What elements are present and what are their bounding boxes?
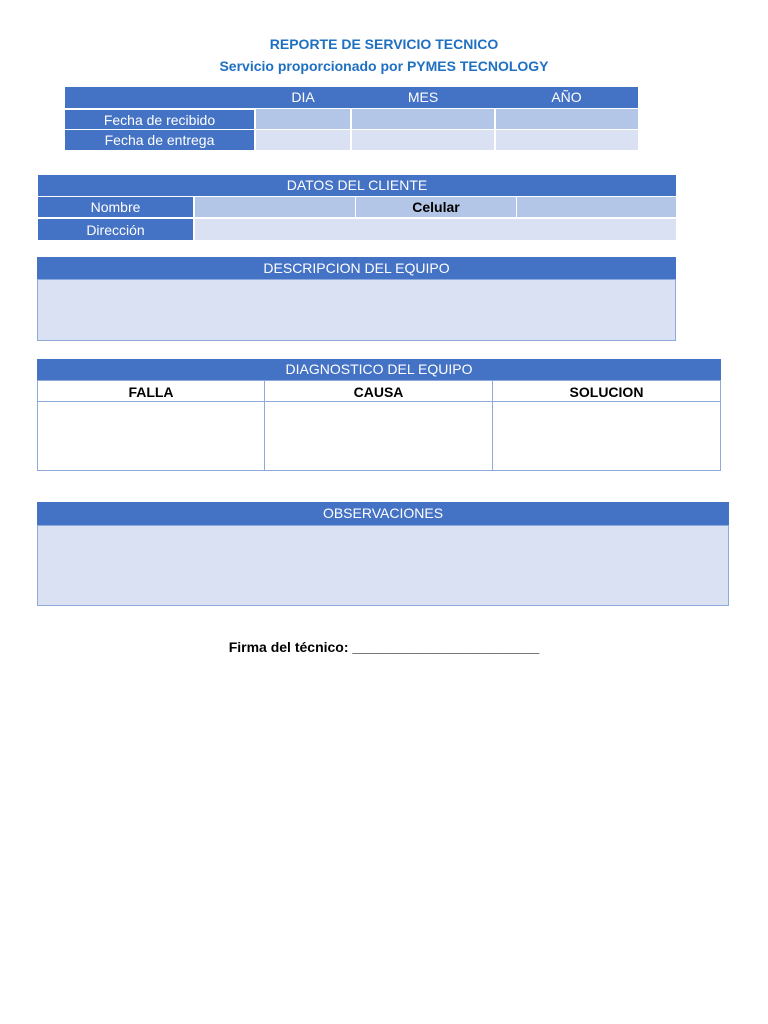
technician-signature: Firma del técnico: ________________________ [228, 639, 540, 655]
client-address-label: Dirección [38, 218, 193, 240]
report-subtitle: Servicio proporcionado por PYMES TECNOLOGY [219, 58, 549, 74]
diagnosis-causa-field[interactable] [265, 401, 493, 471]
dates-col-ano: AÑO [551, 89, 582, 105]
received-month-field[interactable] [352, 109, 494, 129]
dates-col-dia: DIA [291, 89, 315, 105]
client-phone-label: Celular [356, 197, 516, 217]
dates-col-mes: MES [407, 89, 439, 105]
observations-field[interactable] [37, 525, 729, 606]
client-section-title: DATOS DEL CLIENTE [38, 175, 676, 196]
client-name-field[interactable] [195, 197, 355, 217]
delivery-month-field[interactable] [352, 130, 494, 150]
delivery-date-label: Fecha de entrega [65, 129, 254, 150]
diagnosis-falla-field[interactable] [37, 401, 265, 471]
diagnosis-section-title: DIAGNOSTICO DEL EQUIPO [37, 359, 721, 380]
diagnosis-solucion-field[interactable] [493, 401, 721, 471]
client-name-label: Nombre [38, 196, 193, 217]
equipment-section-title: DESCRIPCION DEL EQUIPO [37, 257, 676, 279]
received-year-field[interactable] [496, 109, 638, 129]
client-address-field[interactable] [195, 219, 676, 240]
client-phone-field[interactable] [517, 197, 676, 217]
delivery-year-field[interactable] [496, 130, 638, 150]
received-date-label: Fecha de recibido [65, 108, 254, 129]
diagnosis-col-falla: FALLA [37, 380, 265, 402]
diagnosis-col-causa: CAUSA [265, 380, 493, 402]
delivery-day-field[interactable] [256, 130, 350, 150]
diagnosis-col-solucion: SOLUCION [493, 380, 721, 402]
equipment-description-field[interactable] [37, 279, 676, 341]
report-title: REPORTE DE SERVICIO TECNICO [269, 36, 499, 52]
observations-section-title: OBSERVACIONES [37, 502, 729, 525]
received-day-field[interactable] [256, 109, 350, 129]
